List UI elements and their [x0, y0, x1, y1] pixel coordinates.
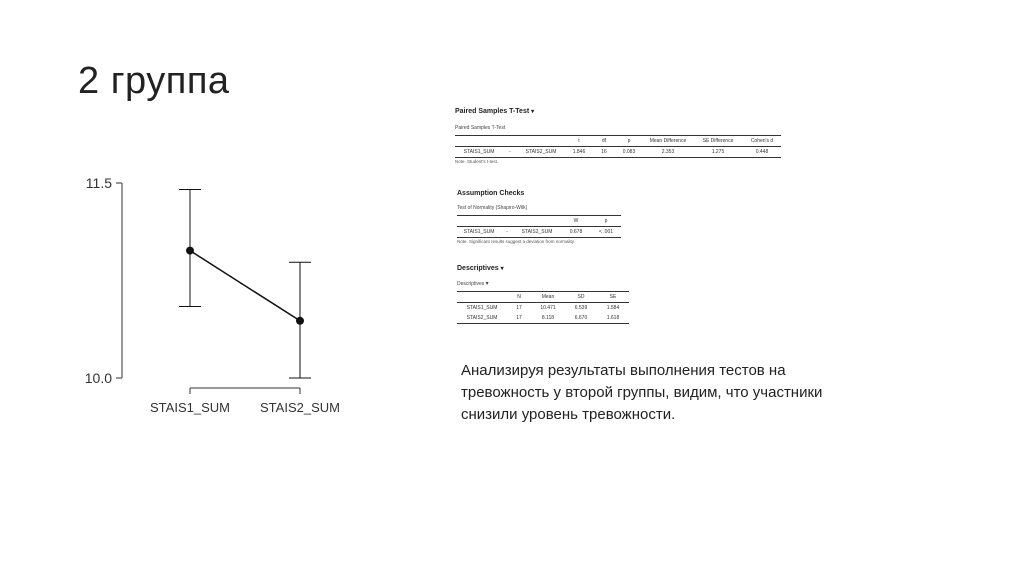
ttest-table-title: Paired Samples T-Test — [455, 125, 506, 131]
series-line — [190, 251, 300, 321]
assumption-panel — [457, 190, 621, 244]
ttest-section-title[interactable]: Paired Samples T-Test ▾ — [455, 108, 535, 115]
descriptives-section-title[interactable]: Descriptives ▾ — [457, 265, 504, 272]
table-row: STAIS1_SUM - STAIS2_SUM 0.678 < .001 — [457, 227, 621, 238]
assumption-section-title[interactable]: Assumption Checks — [457, 190, 525, 197]
assumption-table-title: Test of Normality (Shapiro-Wilk) — [457, 205, 528, 211]
caret-down-icon[interactable]: ▾ — [531, 109, 535, 115]
ttest-note: Note. Student's t-test. — [455, 159, 499, 164]
assumption-note: Note. Significant results suggest a deviation from normality. — [457, 239, 575, 244]
descriptives-table — [457, 291, 629, 324]
descriptives-table-title[interactable]: Descriptives ▾ — [457, 281, 489, 287]
table-header-row: t df p Mean Difference SE Difference Cohen's d — [455, 136, 781, 147]
slide-title: 2 группа — [78, 60, 230, 102]
table-row: STAIS1_SUM - STAIS2_SUM 1.846 16 0.083 2.353 1.275 0.448 — [455, 147, 781, 158]
table-row: STAIS2_SUM 17 8.118 6.670 1.618 — [457, 313, 629, 324]
analysis-text: Анализируя результаты выполнения тестов на тревожность у второй группы, видим, что участники снизили уровень тревожности. — [461, 362, 823, 423]
ttest-panel — [455, 108, 781, 164]
descriptives-panel — [457, 265, 629, 324]
normality-table — [457, 215, 621, 238]
table-header-row: W p — [457, 216, 621, 227]
x-category-label-2: STAIS2_SUM — [260, 400, 340, 415]
descriptives-plot — [70, 160, 370, 425]
ttest-table — [455, 135, 781, 158]
y-tick-label-bottom: 10.0 — [84, 370, 112, 386]
data-point-2 — [296, 317, 304, 325]
caret-down-icon[interactable]: ▾ — [485, 281, 489, 287]
y-tick-label-top: 11.5 — [85, 175, 112, 191]
table-header-row: N Mean SD SE — [457, 292, 629, 303]
caret-down-icon[interactable]: ▾ — [500, 266, 504, 272]
x-category-label-1: STAIS1_SUM — [150, 400, 230, 415]
data-point-1 — [186, 247, 194, 255]
table-row: STAIS1_SUM 17 10.471 6.539 1.584 — [466, 305, 620, 311]
